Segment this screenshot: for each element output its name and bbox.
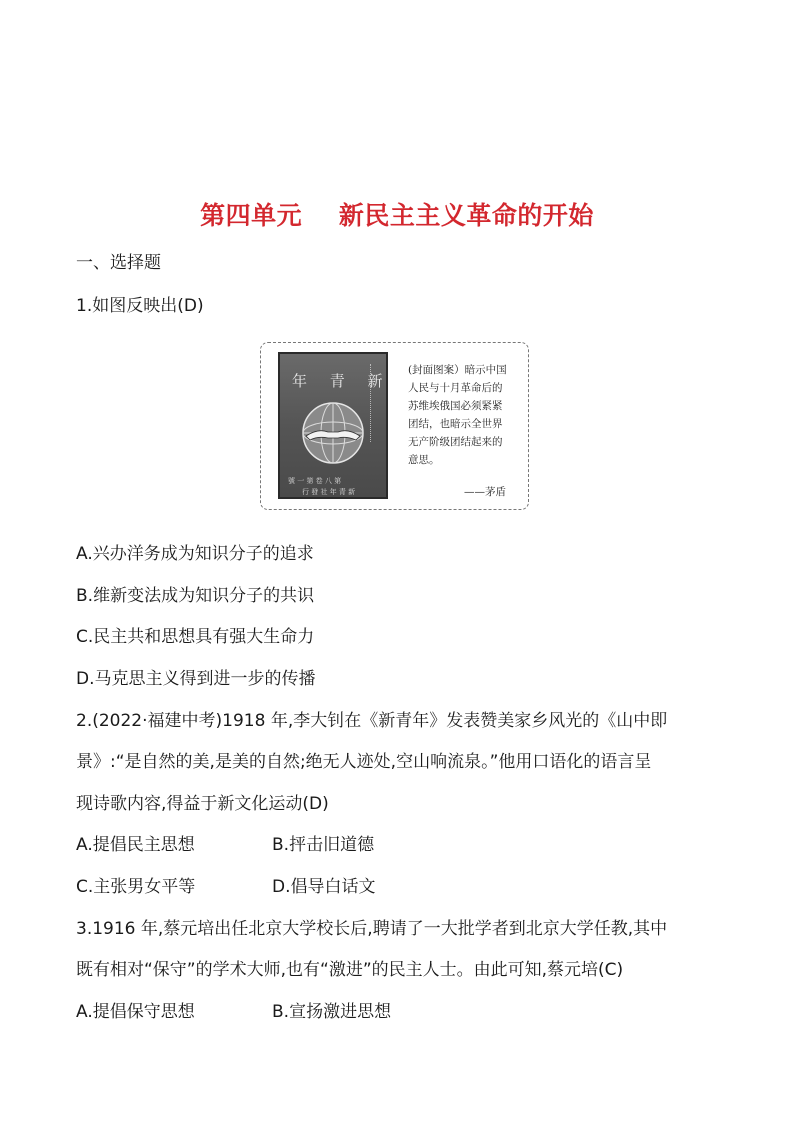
question-3-option-a: A.提倡保守思想	[76, 1002, 195, 1022]
quote-line: 人民与十月革命后的	[408, 382, 503, 394]
question-2-option-a: A.提倡民主思想	[76, 835, 195, 855]
magazine-cover-image	[278, 352, 392, 499]
question-2-stem-line: 现诗歌内容,得益于新文化运动(D)	[76, 794, 329, 814]
question-1-option-c: C.民主共和思想具有强大生命力	[76, 627, 315, 647]
quote-line: 苏维埃俄国必须紧紧	[408, 400, 503, 412]
cover-publisher-text: 行 發 社 年 青 新	[302, 488, 356, 496]
quote-line: (封面图案）暗示中国	[408, 364, 507, 376]
cover-issue-text: 號 一 第 卷 八 第	[288, 477, 342, 485]
figure-quote	[408, 361, 526, 469]
cover-title: 年 青 新	[292, 372, 392, 390]
question-1-option-b: B.维新变法成为知识分子的共识	[76, 586, 315, 606]
question-2-stem-line: 2.(2022·福建中考)1918 年,李大钊在《新青年》发表赞美家乡风光的《山中即	[76, 711, 668, 731]
question-3-stem-line: 3.1916 年,蔡元培出任北京大学校长后,聘请了一大批学者到北京大学任教,其中	[76, 919, 668, 939]
globe-handshake-icon	[298, 398, 368, 468]
question-2-option-d: D.倡导白话文	[272, 877, 376, 897]
question-3-option-b: B.宣扬激进思想	[272, 1002, 392, 1022]
quote-line: 团结，也暗示全世界	[408, 418, 503, 430]
section-heading: 一、选择题	[76, 253, 161, 273]
quote-author: ——茅盾	[464, 486, 506, 498]
page-title: 第四单元 新民主主义革命的开始	[200, 201, 594, 230]
question-1-stem: 1.如图反映出(D)	[76, 296, 204, 316]
cover-side-text	[370, 364, 376, 442]
question-1-option-a: A.兴办洋务成为知识分子的追求	[76, 544, 314, 564]
question-2-option-c: C.主张男女平等	[76, 877, 196, 897]
question-1-option-d: D.马克思主义得到进一步的传播	[76, 669, 316, 689]
question-2-stem-line: 景》:“是自然的美,是美的自然;绝无人迹处,空山响流泉。”他用口语化的语言呈	[76, 752, 652, 772]
question-3-stem-line: 既有相对“保守”的学术大师,也有“激进”的民主人士。由此可知,蔡元培(C)	[76, 960, 624, 980]
quote-line: 无产阶级团结起来的	[408, 436, 503, 448]
question-1-figure	[260, 342, 529, 510]
question-2-option-b: B.抨击旧道德	[272, 835, 375, 855]
quote-line: 意思。	[408, 454, 440, 466]
